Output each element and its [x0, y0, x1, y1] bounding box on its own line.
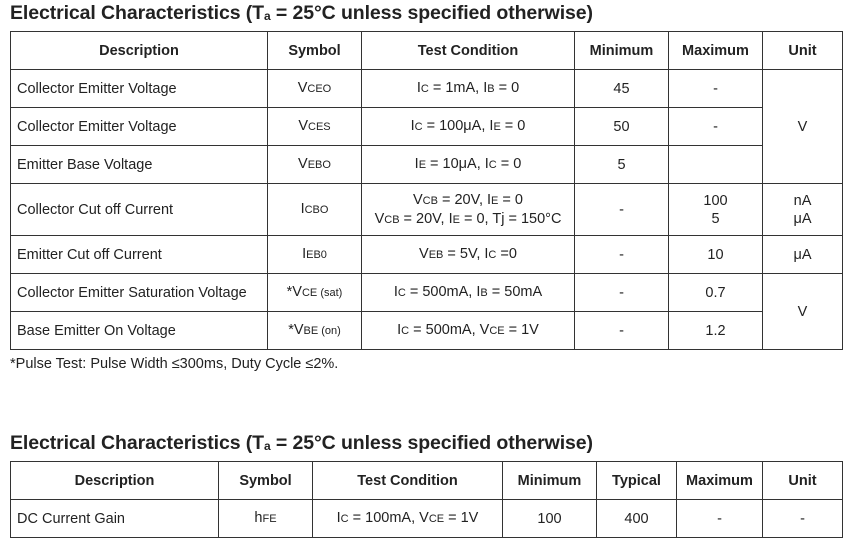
cell-symbol: VCES: [268, 108, 362, 146]
cell-symbol: *VBE (on): [268, 312, 362, 350]
cell-maximum: 1.2: [669, 312, 763, 350]
title-suffix: = 25°C unless specified otherwise): [270, 2, 593, 24]
cell-minimum: -: [575, 274, 669, 312]
cell-description: Collector Emitter Voltage: [11, 108, 268, 146]
cell-condition: IC = 500mA, VCE = 1V: [362, 312, 575, 350]
table-header-row: [11, 462, 843, 500]
header-test-condition: Test Condition: [313, 462, 503, 500]
header-unit: Unit: [763, 32, 843, 70]
cell-minimum: 45: [575, 70, 669, 108]
cell-minimum: 100: [503, 500, 597, 538]
table-row: [11, 108, 843, 146]
cell-description: Emitter Base Voltage: [11, 146, 268, 184]
cell-unit: -: [763, 500, 843, 538]
table-row: [11, 312, 843, 350]
cell-condition: IC = 1mA, IB = 0: [362, 70, 575, 108]
cell-minimum: -: [575, 184, 669, 236]
gain-table: [10, 461, 843, 538]
cell-minimum: -: [575, 312, 669, 350]
cell-typical: 400: [597, 500, 677, 538]
cell-unit: μA: [763, 236, 843, 274]
title-prefix: Electrical Characteristics (T: [10, 432, 264, 454]
cell-symbol: VCEO: [268, 70, 362, 108]
header-minimum: Minimum: [503, 462, 597, 500]
cell-description: Collector Emitter Voltage: [11, 70, 268, 108]
cell-maximum: -: [669, 108, 763, 146]
section-title-1: [10, 2, 593, 25]
cell-condition: VCB = 20V, IE = 0 VCB = 20V, IE = 0, Tj = 150°C: [362, 184, 575, 236]
title-subscript: a: [263, 439, 271, 453]
cell-symbol: hFE: [219, 500, 313, 538]
cell-condition: IC = 100μA, IE = 0: [362, 108, 575, 146]
title-prefix: Electrical Characteristics (T: [10, 2, 264, 24]
cell-symbol: ICBO: [268, 184, 362, 236]
cell-description: Collector Emitter Saturation Voltage: [11, 274, 268, 312]
cell-symbol: IEB0: [268, 236, 362, 274]
section-title-2: [10, 432, 593, 455]
header-symbol: Symbol: [268, 32, 362, 70]
cell-unit-volts: V: [763, 70, 843, 184]
cell-condition: IC = 100mA, VCE = 1V: [313, 500, 503, 538]
header-minimum: Minimum: [575, 32, 669, 70]
header-description: Description: [11, 32, 268, 70]
header-unit: Unit: [763, 462, 843, 500]
cell-description: DC Current Gain: [11, 500, 219, 538]
cell-minimum: 50: [575, 108, 669, 146]
title-suffix: = 25°C unless specified otherwise): [270, 432, 593, 454]
cell-symbol: VEBO: [268, 146, 362, 184]
table-row: [11, 184, 843, 236]
table-header-row: [11, 32, 843, 70]
cell-maximum: 0.7: [669, 274, 763, 312]
cell-description: Emitter Cut off Current: [11, 236, 268, 274]
cell-maximum: 10: [669, 236, 763, 274]
cell-minimum: -: [575, 236, 669, 274]
header-maximum: Maximum: [677, 462, 763, 500]
cell-description: Collector Cut off Current: [11, 184, 268, 236]
title-subscript: a: [263, 9, 271, 23]
table-row: [11, 274, 843, 312]
table-row: [11, 500, 843, 538]
cell-maximum: 100 5: [669, 184, 763, 236]
header-typical: Typical: [597, 462, 677, 500]
table-row: [11, 146, 843, 184]
cell-description: Base Emitter On Voltage: [11, 312, 268, 350]
cell-unit: nA μA: [763, 184, 843, 236]
cell-maximum: -: [669, 70, 763, 108]
cell-condition: VEB = 5V, IC =0: [362, 236, 575, 274]
pulse-test-note: *Pulse Test: Pulse Width ≤300ms, Duty Cycle ≤2%.: [10, 356, 339, 372]
table-row: [11, 70, 843, 108]
header-test-condition: Test Condition: [362, 32, 575, 70]
cell-symbol: *VCE (sat): [268, 274, 362, 312]
header-symbol: Symbol: [219, 462, 313, 500]
cell-minimum: 5: [575, 146, 669, 184]
cell-maximum: [669, 146, 763, 184]
cell-condition: IE = 10μA, IC = 0: [362, 146, 575, 184]
table-row: [11, 236, 843, 274]
cell-maximum: -: [677, 500, 763, 538]
characteristics-table: [10, 31, 843, 350]
cell-unit-volts: V: [763, 274, 843, 350]
cell-condition: IC = 500mA, IB = 50mA: [362, 274, 575, 312]
header-maximum: Maximum: [669, 32, 763, 70]
header-description: Description: [11, 462, 219, 500]
